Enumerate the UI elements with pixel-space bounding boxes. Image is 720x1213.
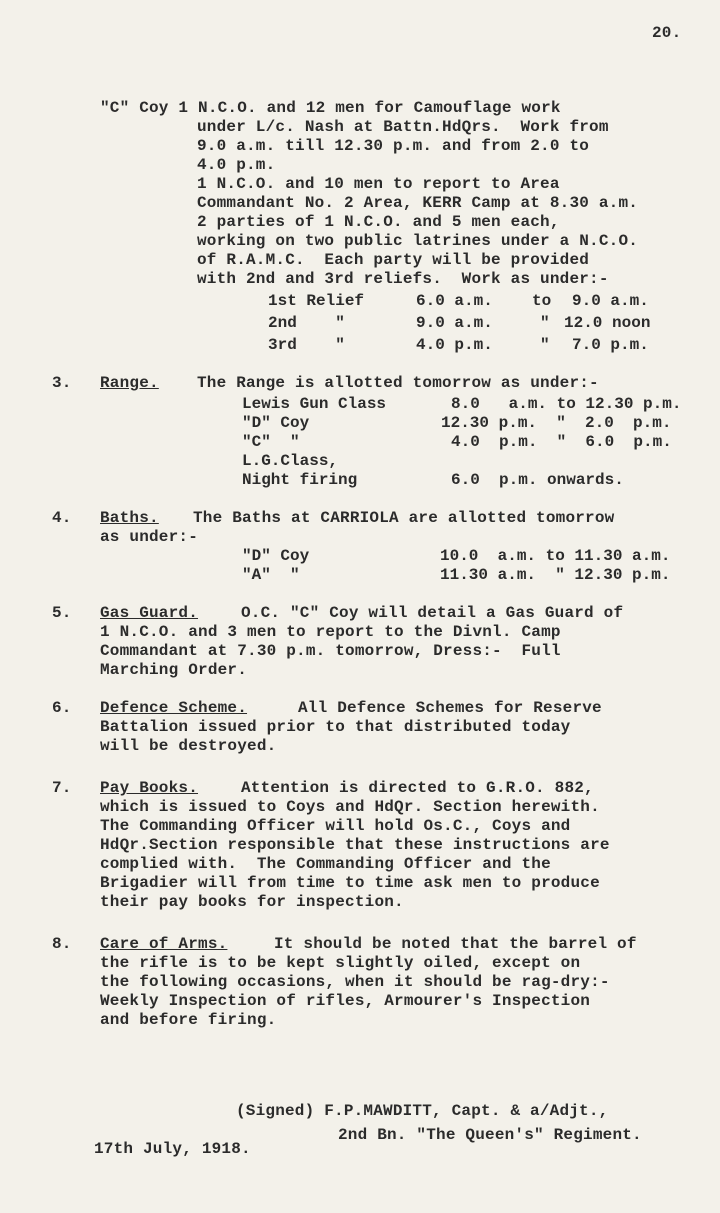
section-text: the rifle is to be kept slightly oiled, except on — [100, 954, 581, 972]
baths-label: "A" " — [242, 566, 300, 584]
section-text: HdQr.Section responsible that these instructions are — [100, 836, 610, 854]
range-time: 12.30 p.m. " 2.0 p.m. — [441, 414, 672, 432]
range-label: "C" " — [242, 433, 300, 451]
intro-line: 9.0 a.m. till 12.30 p.m. and from 2.0 to — [197, 137, 590, 155]
intro-line: of R.A.M.C. Each party will be provided — [197, 251, 590, 269]
range-time: 4.0 p.m. " 6.0 p.m. — [451, 433, 672, 451]
signature-line: 2nd Bn. "The Queen's" Regiment. — [338, 1126, 642, 1144]
section-text: as under:- — [100, 528, 199, 546]
intro-line: 2 parties of 1 N.C.O. and 5 men each, — [197, 213, 560, 231]
baths-time: 11.30 a.m. " 12.30 p.m. — [440, 566, 671, 584]
relief-name: 3rd " — [268, 336, 345, 354]
section-number: 7. — [52, 779, 72, 797]
relief-from: 4.0 p.m. — [416, 336, 493, 354]
section-text: Attention is directed to G.R.O. 882, — [241, 779, 594, 797]
section-text: It should be noted that the barrel of — [274, 935, 637, 953]
baths-label: "D" Coy — [242, 547, 310, 565]
relief-name: 1st Relief — [268, 292, 365, 310]
range-label: Night firing — [242, 471, 358, 489]
section-text: the following occasions, when it should be rag-dry:- — [100, 973, 610, 991]
section-heading: Care of Arms. — [100, 935, 228, 953]
section-heading: Range. — [100, 374, 159, 392]
intro-line: under L/c. Nash at Battn.HdQrs. Work from — [197, 118, 609, 136]
relief-from: 9.0 a.m. — [416, 314, 493, 332]
section-text: and before firing. — [100, 1011, 277, 1029]
section-text: O.C. "C" Coy will detail a Gas Guard of — [241, 604, 624, 622]
section-text: which is issued to Coys and HdQr. Section herewith. — [100, 798, 600, 816]
section-number: 8. — [52, 935, 72, 953]
section-heading: Gas Guard. — [100, 604, 199, 622]
relief-sep: " — [540, 336, 550, 354]
range-label: Lewis Gun Class — [242, 395, 387, 413]
section-text: Marching Order. — [100, 661, 248, 679]
relief-to: 7.0 p.m. — [572, 336, 649, 354]
intro-line: "C" Coy 1 N.C.O. and 12 men for Camouflage work — [100, 99, 561, 117]
section-text: The Commanding Officer will hold Os.C., Coys and — [100, 817, 571, 835]
relief-from: 6.0 a.m. — [416, 292, 493, 310]
section-text: The Range is allotted tomorrow as under:- — [197, 374, 599, 392]
signature-line: (Signed) F.P.MAWDITT, Capt. & a/Adjt., — [236, 1102, 609, 1120]
section-text: Brigadier will from time to time ask men to produce — [100, 874, 600, 892]
intro-line: with 2nd and 3rd reliefs. Work as under:- — [197, 270, 609, 288]
section-text: Battalion issued prior to that distributed today — [100, 718, 571, 736]
relief-sep: " — [540, 314, 550, 332]
intro-line: 4.0 p.m. — [197, 156, 276, 174]
section-text: Weekly Inspection of rifles, Armourer's Inspection — [100, 992, 591, 1010]
section-text: Commandant at 7.30 p.m. tomorrow, Dress:- Full — [100, 642, 561, 660]
range-time: 8.0 a.m. to 12.30 p.m. — [451, 395, 682, 413]
relief-to: 9.0 a.m. — [572, 292, 649, 310]
section-heading: Pay Books. — [100, 779, 199, 797]
section-text: complied with. The Commanding Officer and the — [100, 855, 551, 873]
range-time: 6.0 p.m. onwards. — [451, 471, 624, 489]
section-number: 6. — [52, 699, 72, 717]
section-text: All Defence Schemes for Reserve — [298, 699, 602, 717]
section-heading: Baths. — [100, 509, 159, 527]
relief-name: 2nd " — [268, 314, 345, 332]
document-date: 17th July, 1918. — [94, 1140, 251, 1158]
baths-time: 10.0 a.m. to 11.30 a.m. — [440, 547, 671, 565]
range-label: L.G.Class, — [242, 452, 339, 470]
section-heading: Defence Scheme. — [100, 699, 248, 717]
intro-line: 1 N.C.O. and 10 men to report to Area — [197, 175, 560, 193]
range-label: "D" Coy — [242, 414, 310, 432]
section-number: 5. — [52, 604, 72, 622]
page-number: 20. — [652, 24, 682, 42]
section-text: The Baths at CARRIOLA are allotted tomorrow — [193, 509, 615, 527]
section-text: 1 N.C.O. and 3 men to report to the Divnl. Camp — [100, 623, 561, 641]
intro-line: Commandant No. 2 Area, KERR Camp at 8.30 a.m. — [197, 194, 639, 212]
section-text: their pay books for inspection. — [100, 893, 404, 911]
section-number: 4. — [52, 509, 72, 527]
relief-to: 12.0 noon — [564, 314, 651, 332]
relief-sep: to — [532, 292, 552, 310]
intro-line: working on two public latrines under a N.C.O. — [197, 232, 639, 250]
section-text: will be destroyed. — [100, 737, 277, 755]
section-number: 3. — [52, 374, 72, 392]
